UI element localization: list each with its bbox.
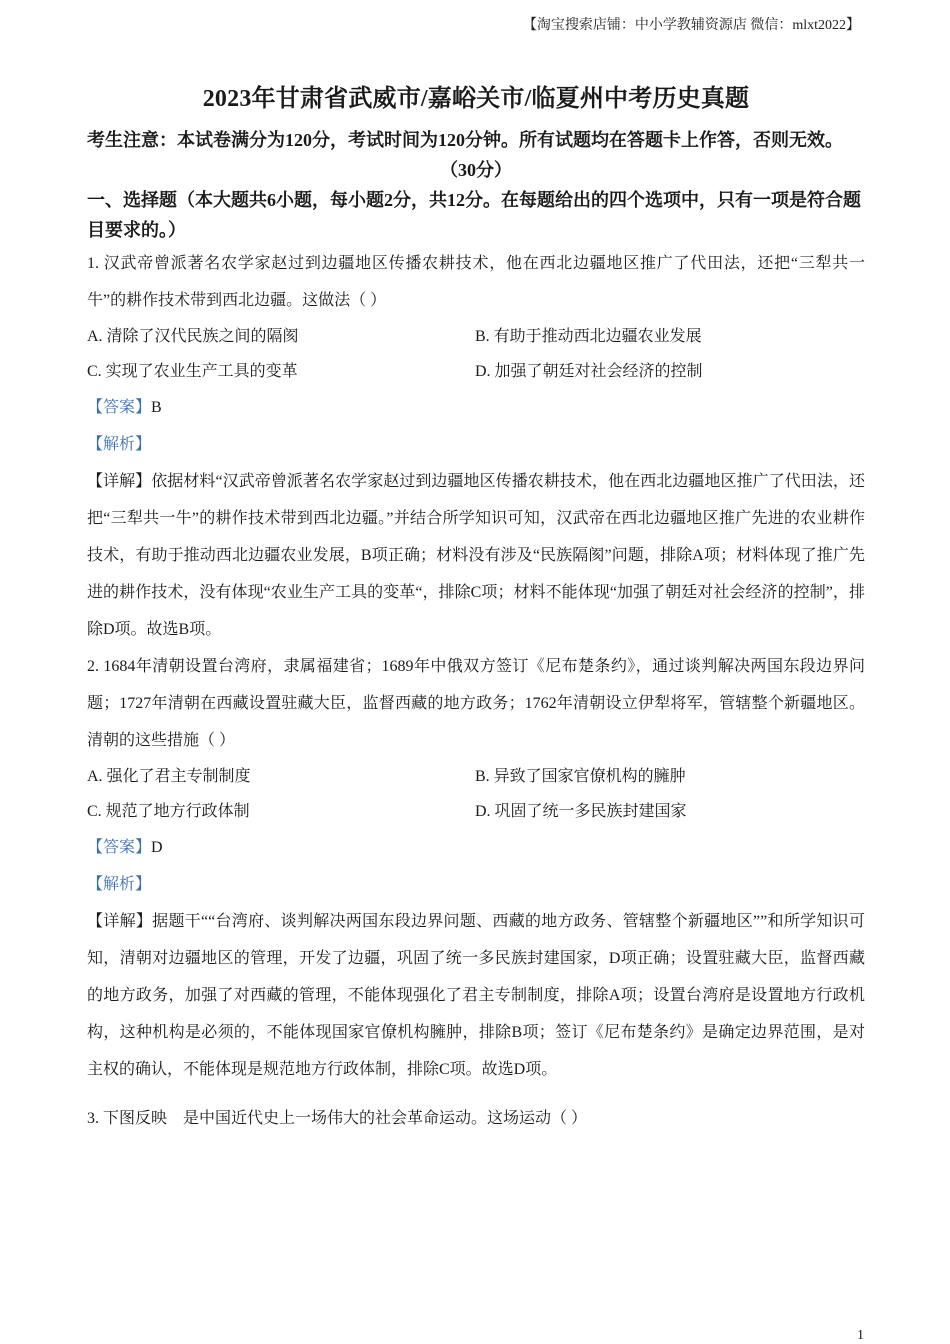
detail-tag: 【详解】 [87, 473, 152, 490]
question-2-stem: 2. 1684年清朝设置台湾府，隶属福建省；1689年中俄双方签订《尼布楚条约》，通过谈判解决两国东段边界问题；1727年清朝在西藏设置驻藏大臣，监督西藏的地方政务；1762年清朝设立伊犁将军，管辖整个新疆地区。清朝的这些措施（ ） [87, 658, 865, 749]
detail-tag: 【详解】 [87, 913, 153, 930]
question-2-answer [87, 829, 865, 866]
question-2-options-row-2 [87, 794, 865, 829]
question-1-answer [87, 389, 865, 426]
section-score: （30分） [440, 160, 512, 180]
question-1-options-row-2 [87, 354, 865, 389]
question-3-stem: 3. 下图反映 是中国近代史上一场伟大的社会革命运动。这场运动（ ） [87, 1110, 588, 1127]
question-1-option-a: A. 清除了汉代民族之间的隔阂 [87, 328, 299, 345]
spacer [87, 1088, 865, 1100]
page-title: 2023年甘肃省武威市/嘉峪关市/临夏州中考历史真题 [202, 86, 750, 112]
question-1-option-d: D. 加强了朝廷对社会经济的控制 [475, 363, 703, 380]
question-2-option-a: A. 强化了君主专制制度 [87, 768, 251, 785]
answer-tag: 【答案】 [87, 399, 152, 416]
detail-text: 依据材料“汉武帝曾派著名农学家赵过到边疆地区传播农耕技术，他在西北边疆地区推广了代田法，还把“三犁共一牛”的耕作技术带到西北边疆。”并结合所学知识可知，汉武帝在西北边疆地区推广先进的农业耕作技术，有助于推动西北边疆农业发展，B项正确；材料没有涉及“民族隔阂”问题，排除A项；材料体现了推广先进的耕作技术，没有体现“农业生产工具的变革“，排除C项；材料不能体现“加强了朝廷对社会经济的控制”，排除D项。故选B项。 [87, 473, 865, 638]
page-number: 1 [857, 1328, 864, 1343]
analysis-tag: 【解析】 [87, 876, 152, 893]
question-1-stem: 1. 汉武帝曾派著名农学家赵过到边疆地区传播农耕技术，他在西北边疆地区推广了代田法，还把“三犁共一牛”的耕作技术带到西北边疆。这做法（ ） [87, 255, 865, 309]
question-1-options-row-1 [87, 319, 865, 354]
question-2-options-row-1 [87, 759, 865, 794]
answer-value: B [151, 399, 162, 416]
analysis-tag: 【解析】 [87, 436, 152, 453]
question-2-detail [87, 903, 865, 1088]
question-1-option-b: B. 有助于推动西北边疆农业发展 [475, 328, 702, 345]
section-heading: 一、选择题（本大题共6小题，每小题2分，共12分。在每题给出的四个选项中，只有一项是符合题目要求的。） [87, 190, 861, 240]
question-2-option-d: D. 巩固了统一多民族封建国家 [475, 803, 687, 820]
question-1-analysis [87, 426, 865, 463]
header-note: 【淘宝搜索店铺：中小学教辅资源店 微信：mlxt2022】 [522, 18, 860, 33]
question-1-option-c: C. 实现了农业生产工具的变革 [87, 363, 298, 380]
answer-value: D [151, 839, 163, 856]
detail-text: 据题干““台湾府、谈判解决两国东段边界问题、西藏的地方政务、管辖整个新疆地区””和所学知识可知，清朝对边疆地区的管理，开发了边疆，巩固了统一多民族封建国家，D项正确；设置驻藏大臣，监督西藏的地方政务，加强了对西藏的管理，不能体现强化了君主专制制度，排除A项；设置台湾府是设置地方行政机构，这种机构是必须的，不能体现国家官僚机构臃肿，排除B项；签订《尼布楚条约》是确定边界范围，是对主权的确认，不能体现是规范地方行政体制，排除C项。故选D项。 [87, 913, 865, 1078]
exam-notice: 考生注意：本试卷满分为120分，考试时间为120分钟。所有试题均在答题卡上作答，否则无效。 [87, 130, 843, 150]
question-2-analysis [87, 866, 865, 903]
question-1-detail [87, 463, 865, 648]
question-2-option-b: B. 异致了国家官僚机构的臃肿 [475, 768, 686, 785]
document-body [87, 78, 865, 1137]
question-2-option-c: C. 规范了地方行政体制 [87, 803, 250, 820]
answer-tag: 【答案】 [87, 839, 152, 856]
